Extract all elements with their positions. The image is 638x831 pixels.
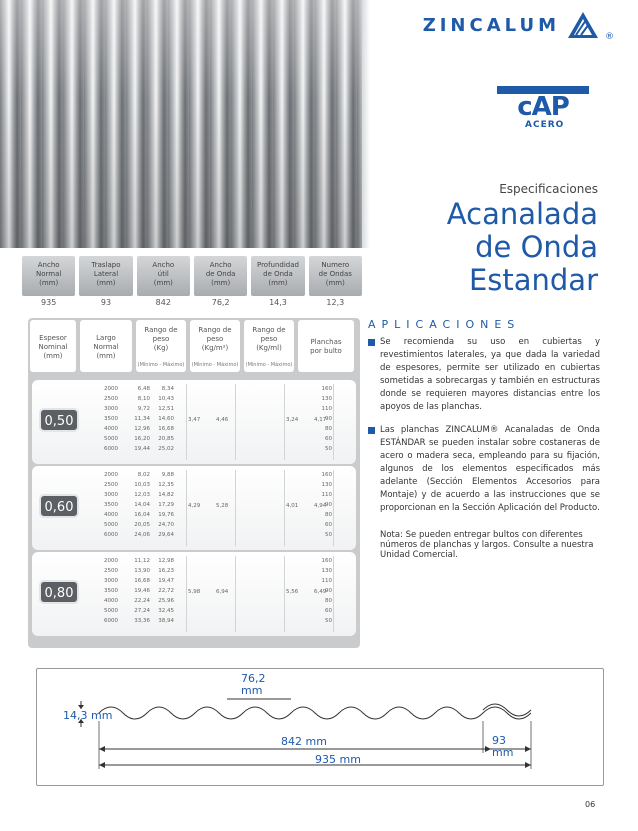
- table-cell: 17,29: [158, 502, 174, 508]
- table-cell: 3000: [104, 492, 118, 498]
- table-cell: 60: [325, 522, 332, 528]
- table-cell: 50: [325, 618, 332, 624]
- page-number: 06: [585, 800, 596, 809]
- header-minmax: (Mínimo - Máximo): [137, 362, 185, 368]
- header-line: Planchas: [310, 338, 342, 346]
- bullet-icon: [368, 427, 375, 434]
- dimension-values: [22, 298, 362, 307]
- table-cell: 5000: [104, 522, 118, 528]
- profile-drawing: [36, 668, 604, 786]
- range-value: 4,17: [314, 417, 327, 423]
- range-value: 4,46: [216, 417, 229, 423]
- title-line: de Onda: [475, 230, 598, 264]
- table-cell: 4000: [104, 512, 118, 518]
- table-cell: 19,47: [158, 578, 174, 584]
- thickness-badge: 0,60: [39, 494, 79, 518]
- table-cell: 6000: [104, 532, 118, 538]
- table-cell: 38,94: [158, 618, 174, 624]
- table-cell: 80: [325, 598, 332, 604]
- table-cell: 3500: [104, 502, 118, 508]
- table-cell: 16,23: [158, 568, 174, 574]
- wave-overlap: [483, 704, 531, 716]
- dim-header-line: (mm): [325, 279, 345, 287]
- header-peso-kgml: [244, 320, 294, 372]
- dim-header-line: Ancho: [37, 261, 60, 269]
- dim-header-line: Ancho: [209, 261, 232, 269]
- dim-header: [309, 256, 362, 296]
- thickness-badge: 0,80: [39, 580, 79, 604]
- table-cell: 19,46: [134, 588, 150, 594]
- header-largo: [80, 320, 132, 372]
- table-cell: 6,48: [137, 386, 150, 392]
- dim-header-line: (mm): [39, 279, 59, 287]
- table-cell: 22,24: [134, 598, 150, 604]
- table-cell: 8,34: [161, 386, 174, 392]
- table-cell: 8,02: [137, 472, 150, 478]
- dim-header: [22, 256, 75, 296]
- table-cell: 29,64: [158, 532, 174, 538]
- table-cell: 16,68: [134, 578, 150, 584]
- table-cell: 11,34: [134, 416, 150, 422]
- range-value: 5,98: [188, 589, 201, 595]
- table-cell: 10,43: [158, 396, 174, 402]
- table-cell: 16,68: [158, 426, 174, 432]
- value-column: [152, 470, 174, 540]
- table-cell: 13,90: [134, 568, 150, 574]
- dim-header-line: Profundidad: [256, 261, 299, 269]
- table-cell: 12,96: [134, 426, 150, 432]
- header-line: Rango de peso: [252, 326, 286, 343]
- thickness-badge: 0,50: [39, 408, 79, 432]
- table-cell: 2000: [104, 386, 118, 392]
- table-cell: 90: [325, 588, 332, 594]
- table-cell: 8,10: [137, 396, 150, 402]
- value-column: [152, 384, 174, 454]
- wave-width-label: 76,2 mm: [241, 672, 266, 697]
- page-title: [447, 198, 598, 297]
- dim-header-line: de Ondas: [318, 270, 352, 278]
- photo-edge: [362, 0, 370, 248]
- dim-header-line: de Onda: [205, 270, 236, 278]
- table-cell: 14,82: [158, 492, 174, 498]
- note-text: Nota: Se pueden entregar bultos con diferentes números de planchas y largos. Consulte a nuestra Unidad Comercial.: [380, 530, 594, 560]
- table-cell: 110: [321, 492, 332, 498]
- header-line: Nominal: [38, 343, 68, 351]
- table-cell: 9,88: [161, 472, 174, 478]
- value-column: [128, 384, 150, 454]
- specifications-label: Especificaciones: [499, 182, 598, 196]
- table-cell: 32,45: [158, 608, 174, 614]
- dim-value: 12,3: [326, 298, 345, 307]
- dim-header: [251, 256, 304, 296]
- depth-label: 14,3 mm: [63, 709, 113, 722]
- thickness-block: [32, 552, 356, 636]
- table-cell: 80: [325, 426, 332, 432]
- table-cell: 60: [325, 608, 332, 614]
- header-minmax: (Mínimo - Máximo): [191, 362, 239, 368]
- table-cell: 80: [325, 512, 332, 518]
- table-cell: 3000: [104, 578, 118, 584]
- table-cell: 19,44: [134, 446, 150, 452]
- dim-header-line: (mm): [153, 279, 173, 287]
- header-line: (Kg/m²): [201, 344, 229, 352]
- header-line: (Kg): [153, 344, 169, 352]
- table-cell: 20,05: [134, 522, 150, 528]
- spec-table-headers: [30, 320, 356, 372]
- header-line: Rango de peso: [198, 326, 232, 343]
- table-cell: 3500: [104, 416, 118, 422]
- table-cell: 6000: [104, 446, 118, 452]
- header-line: (Kg/ml): [256, 344, 282, 352]
- table-cell: 3500: [104, 588, 118, 594]
- table-cell: 90: [325, 502, 332, 508]
- table-cell: 16,20: [134, 436, 150, 442]
- header-minmax: (Mínimo - Máximo): [245, 362, 293, 368]
- header-line: (mm): [96, 352, 116, 360]
- table-cell: 33,36: [134, 618, 150, 624]
- table-cell: 11,12: [134, 558, 150, 564]
- table-cell: 6000: [104, 618, 118, 624]
- header-planchas: [298, 320, 354, 372]
- thickness-block: [32, 466, 356, 550]
- table-cell: 10,03: [134, 482, 150, 488]
- table-cell: 14,60: [158, 416, 174, 422]
- table-cell: 5000: [104, 608, 118, 614]
- table-cell: 12,03: [134, 492, 150, 498]
- application-item: [368, 424, 600, 515]
- dim-header: [137, 256, 190, 296]
- table-cell: 22,72: [158, 588, 174, 594]
- wave-profile: [99, 707, 531, 719]
- total-width-label: 935 mm: [315, 753, 361, 766]
- header-line: (mm): [43, 352, 63, 360]
- table-cell: 130: [321, 568, 332, 574]
- range-value: 4,94: [314, 503, 327, 509]
- applications-title: APLICACIONES: [368, 318, 521, 331]
- table-cell: 12,51: [158, 406, 174, 412]
- zincalum-brand: [422, 10, 614, 42]
- dim-header-line: de Onda: [263, 270, 293, 278]
- table-cell: 2500: [104, 482, 118, 488]
- header-espesor: [30, 320, 76, 372]
- table-cell: 160: [321, 472, 332, 478]
- dim-header-line: Lateral: [93, 270, 119, 278]
- dim-header-line: útil: [157, 270, 169, 278]
- table-cell: 2500: [104, 396, 118, 402]
- profile-svg: [37, 669, 603, 785]
- table-cell: 50: [325, 446, 332, 452]
- title-line: Acanalada: [446, 197, 598, 231]
- useful-width-label: 842 mm: [281, 735, 327, 748]
- table-cell: 110: [321, 578, 332, 584]
- header-peso-kg: [136, 320, 186, 372]
- dim-header-line: Ancho: [152, 261, 175, 269]
- dimension-headers: [22, 256, 362, 296]
- table-cell: 2500: [104, 568, 118, 574]
- bullet-icon: [368, 339, 375, 346]
- dim-value: 76,2: [211, 298, 230, 307]
- table-cell: 24,06: [134, 532, 150, 538]
- dim-header-line: (mm): [211, 279, 231, 287]
- table-cell: 160: [321, 558, 332, 564]
- table-cell: 130: [321, 482, 332, 488]
- product-photo: [0, 0, 362, 248]
- brand-name: ZINCALUM: [422, 14, 560, 36]
- table-cell: 4000: [104, 598, 118, 604]
- registered-mark: ®: [605, 32, 614, 42]
- header-peso-kgm2: [190, 320, 240, 372]
- dim-header: [194, 256, 247, 296]
- dim-value: 14,3: [269, 298, 287, 307]
- table-cell: 20,85: [158, 436, 174, 442]
- value-column: [128, 470, 150, 540]
- table-cell: 25,96: [158, 598, 174, 604]
- dim-header-line: (mm): [268, 279, 288, 287]
- header-line: Normal: [93, 343, 119, 351]
- table-cell: 50: [325, 532, 332, 538]
- value-column: [128, 556, 150, 626]
- value-column: [96, 470, 118, 540]
- dim-header-line: (mm): [96, 279, 116, 287]
- range-value: 6,49: [314, 589, 327, 595]
- table-cell: 12,98: [158, 558, 174, 564]
- dim-header-line: Normal: [36, 270, 62, 278]
- table-cell: 2000: [104, 472, 118, 478]
- range-value: 3,47: [188, 417, 201, 423]
- application-text: Se recomienda su uso en cubiertas y revestimientos laterales, ya que dada la variedad de espesores, permite ser utilizado en cubiertas sometidas a sobrecargas y también en estructuras donde se requieren mayores distancias entre los apoyos de las planchas.: [380, 337, 600, 412]
- range-value: 4,01: [286, 503, 299, 509]
- dim-header: [79, 256, 132, 296]
- dim-header-line: Numero: [321, 261, 350, 269]
- table-cell: 60: [325, 436, 332, 442]
- value-column: [152, 556, 174, 626]
- table-cell: 5000: [104, 436, 118, 442]
- table-cell: 9,72: [137, 406, 150, 412]
- table-cell: 25,02: [158, 446, 174, 452]
- table-cell: 4000: [104, 426, 118, 432]
- table-cell: 160: [321, 386, 332, 392]
- header-line: Rango de peso: [144, 326, 178, 343]
- dim-header-line: Traslapo: [91, 261, 121, 269]
- range-value: 4,29: [188, 503, 201, 509]
- header-line: Espesor: [39, 334, 67, 342]
- range-value: 3,24: [286, 417, 299, 423]
- dim-value: 935: [41, 298, 57, 307]
- table-cell: 90: [325, 416, 332, 422]
- table-cell: 19,76: [158, 512, 174, 518]
- dim-value: 93: [100, 298, 112, 307]
- range-value: 6,94: [216, 589, 229, 595]
- table-cell: 24,70: [158, 522, 174, 528]
- range-value: 5,56: [286, 589, 299, 595]
- table-cell: 3000: [104, 406, 118, 412]
- table-cell: 110: [321, 406, 332, 412]
- zincalum-logo-icon: [566, 10, 600, 40]
- thickness-block: [32, 380, 356, 464]
- table-cell: 2000: [104, 558, 118, 564]
- table-cell: 14,04: [134, 502, 150, 508]
- acero-label: ACERO: [525, 120, 565, 130]
- table-cell: 12,35: [158, 482, 174, 488]
- table-cell: 27,24: [134, 608, 150, 614]
- header-line: por bulto: [310, 347, 342, 355]
- table-cell: 130: [321, 396, 332, 402]
- application-text: Las planchas ZINCALUM® Acanaladas de Onda ESTÁNDAR se pueden instalar sobre costaneras de acero o madera seca, empleando para su fijación, algunos de los elementos especificados más adelante (Sección Elementos Accesorios para Montaje) y de acuerdo a las instrucciones que se proporcionan en la Sección Aplicación del Producto.: [380, 425, 600, 513]
- application-item: [368, 336, 600, 414]
- title-line: Estandar: [468, 263, 598, 297]
- range-value: 5,28: [216, 503, 229, 509]
- overlap-label: 93 mm: [492, 734, 514, 759]
- dim-value: 842: [155, 298, 171, 307]
- table-cell: 16,04: [134, 512, 150, 518]
- value-column: [96, 384, 118, 454]
- header-line: Largo: [96, 334, 116, 342]
- value-column: [96, 556, 118, 626]
- cap-logo-text: cAP: [517, 92, 569, 122]
